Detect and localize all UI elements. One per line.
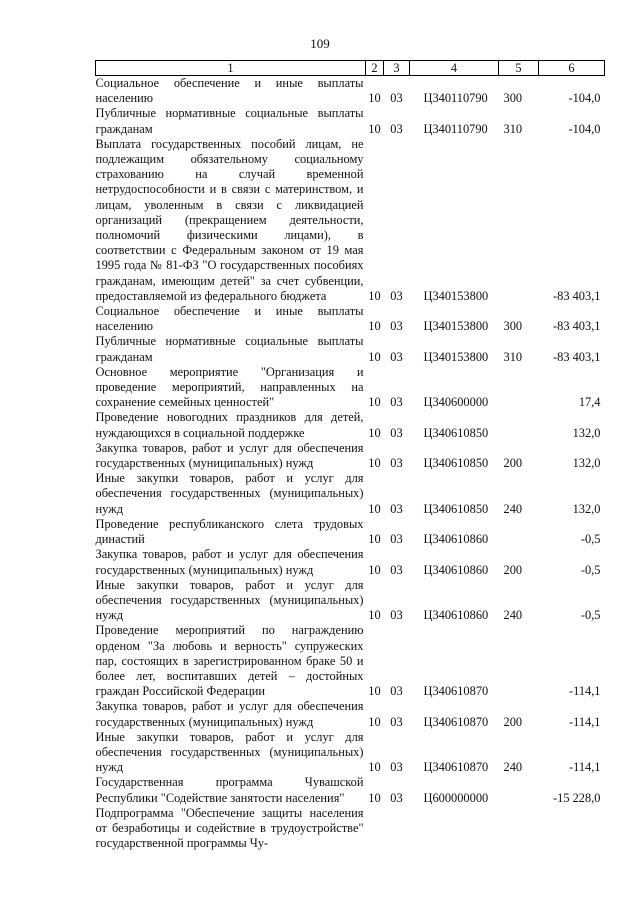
row-section: 10 [368,608,381,623]
row-amount: -83 403,1 [553,349,601,364]
row-subsection: 03 [390,91,403,106]
row-name: Иные закупки товаров, работ и услуг для обеспечения государственных (муниципальных) нужд [95,729,364,775]
row-subsection: 03 [390,684,403,699]
row-expense-type: 200 [503,456,523,471]
row-target-article: Ц340153800 [423,319,489,334]
row-expense-type [499,410,539,440]
row-subsection: 03 [390,790,403,805]
page-number: 109 [310,36,330,51]
row-subsection: 03 [390,395,403,410]
row-subsection: 03 [390,714,403,729]
table-header-row [96,61,605,76]
row-name: Государственная программа Чувашской Республики "Содействие занятости населения" [95,775,364,805]
row-name: Иные закупки товаров, работ и услуг для обеспечения государственных (муниципальных) нужд [95,471,364,516]
row-amount: -0,5 [580,532,601,547]
row-target-article: Ц340153800 [423,288,489,303]
row-expense-type [499,137,539,304]
row-section: 10 [368,288,381,303]
row-section: 10 [368,760,381,775]
table-row [96,775,605,805]
row-target-article: Ц340610860 [423,608,489,623]
row-name: Иные закупки товаров, работ и услуг для обеспечения государственных (муниципальных) нужд [95,577,364,623]
row-expense-type: 310 [503,349,523,364]
row-amount: -0,5 [580,562,601,577]
row-subsection: 03 [390,319,403,334]
row-target-article: Ц340110790 [423,91,488,106]
row-amount: -83 403,1 [553,288,601,303]
row-subsection: 03 [390,501,403,516]
column-header: 6 [539,61,605,76]
row-subsection: 03 [390,456,403,471]
row-subsection: 03 [390,608,403,623]
row-name: Выплата государственных пособий лицам, не подлежащим обязательному социальному страхованию на случай временной нетрудоспособности и в связи с материнством, и лицам, уволенным в связи с ликвидацией организаций (прекращением деятельности, полномочий физическими лицами), в соответствии с Федеральным законом от 19 мая 1995 года № 81-ФЗ "О государственных пособиях гражданам, имеющим детей" за счет субвенции, предоставляемой из федерального бюджета [95,136,364,303]
column-header: 4 [410,61,499,76]
row-amount: -114,1 [568,760,601,775]
row-section: 10 [368,790,381,805]
table-row [96,441,605,471]
row-target-article: Ц340610850 [423,501,489,516]
table-row [96,578,605,624]
row-subsection: 03 [390,760,403,775]
row-name: Социальное обеспечение и иные выплаты населению [95,76,364,106]
row-name: Подпрограмма "Обеспечение защиты населения от безработицы и содействие в трудоустройстве" государственной программы Чу- [95,805,364,851]
row-subsection: 03 [390,425,403,440]
table-row [96,730,605,776]
row-section: 10 [368,395,381,410]
table-row [96,365,605,411]
row-expense-type: 240 [503,501,523,516]
row-amount: -104,0 [568,91,601,106]
row-expense-type: 300 [503,91,523,106]
row-subsection: 03 [390,349,403,364]
row-amount: -114,1 [568,714,601,729]
table-row [96,699,605,729]
table-row [96,106,605,136]
row-section: 10 [368,532,381,547]
row-name: Закупка товаров, работ и услуг для обеспечения государственных (муниципальных) нужд [95,440,364,471]
row-section: 10 [368,501,381,516]
table-row [96,410,605,440]
row-expense-type: 200 [503,562,523,577]
row-amount: -114,1 [568,684,601,699]
row-amount: 132,0 [572,501,601,516]
row-section: 10 [368,349,381,364]
row-section: 10 [368,456,381,471]
row-target-article: Ц340610870 [423,714,489,729]
table-row [96,806,605,852]
row-subsection: 03 [390,288,403,303]
table-row [96,471,605,517]
row-amount: 17,4 [578,395,601,410]
row-name: Закупка товаров, работ и услуг для обеспечения государственных (муниципальных) нужд [95,699,364,729]
row-expense-type: 200 [503,714,523,729]
row-amount [539,806,605,852]
row-target-article [410,806,499,852]
table-row [96,334,605,364]
row-amount: -104,0 [568,121,601,136]
table-row [96,304,605,334]
row-name: Публичные нормативные социальные выплаты гражданам [95,334,364,364]
table-row [96,76,605,107]
row-target-article: Ц340610860 [423,532,489,547]
row-expense-type [499,806,539,852]
row-target-article: Ц340610870 [423,760,489,775]
row-target-article: Ц340153800 [423,349,489,364]
table-row [96,547,605,577]
row-target-article: Ц600000000 [423,790,489,805]
row-name: Проведение республиканского слета трудовых династий [95,516,364,547]
row-name: Проведение новогодних праздников для детей, нуждающихся в социальной поддержке [95,410,364,440]
row-section: 10 [368,425,381,440]
row-expense-type: 300 [503,319,523,334]
table-row [96,517,605,547]
table-row [96,137,605,304]
row-expense-type [499,365,539,411]
row-expense-type: 240 [503,608,523,623]
row-subsection: 03 [390,562,403,577]
row-expense-type: 310 [503,121,523,136]
row-expense-type [499,775,539,805]
row-name: Публичные нормативные социальные выплаты гражданам [95,106,364,136]
row-target-article: Ц340610860 [423,562,489,577]
row-amount: -15 228,0 [553,790,601,805]
row-subsection: 03 [390,532,403,547]
row-section: 10 [368,319,381,334]
row-target-article: Ц340610850 [423,456,489,471]
row-expense-type [499,517,539,547]
row-target-article: Ц340610870 [423,684,489,699]
row-subsection: 03 [390,121,403,136]
row-section: 10 [368,91,381,106]
row-amount: 132,0 [572,456,601,471]
row-amount: -0,5 [580,608,601,623]
column-header: 2 [366,61,384,76]
row-amount: 132,0 [572,425,601,440]
row-target-article: Ц340610850 [423,425,489,440]
column-header: 1 [96,61,366,76]
budget-table [95,60,605,851]
row-section: 10 [368,684,381,699]
row-expense-type: 240 [503,760,523,775]
row-amount: -83 403,1 [553,319,601,334]
row-section: 10 [368,121,381,136]
row-target-article: Ц340600000 [423,395,489,410]
row-name: Основное мероприятие "Организация и проведение мероприятий, направленных на сохранение семейных ценностей" [95,364,364,410]
row-name: Закупка товаров, работ и услуг для обеспечения государственных (муниципальных) нужд [95,547,364,577]
row-name: Проведение мероприятий по награждению орденом "За любовь и верность" супружеских пар, состоящих в зарегистрированном браке 50 и более лет, воспитавших детей – достойных граждан Российской Федерации [95,623,364,699]
row-section: 10 [368,714,381,729]
row-subsection [384,806,410,852]
row-expense-type [499,623,539,699]
row-name: Социальное обеспечение и иные выплаты населению [95,304,364,334]
row-section [366,806,384,852]
table-row [96,623,605,699]
row-section: 10 [368,562,381,577]
row-target-article: Ц340110790 [423,121,488,136]
column-header: 5 [499,61,539,76]
column-header: 3 [384,61,410,76]
